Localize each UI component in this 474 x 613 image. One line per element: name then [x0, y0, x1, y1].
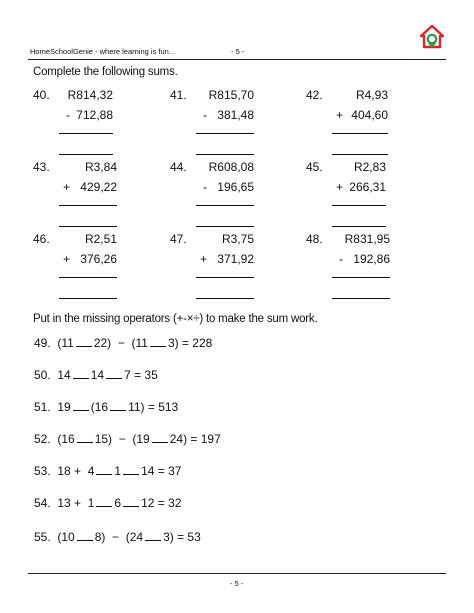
problem-number: 43.	[33, 160, 50, 174]
equation-part: 12 = 32	[141, 496, 182, 510]
answer-line	[332, 277, 390, 278]
answer-line	[196, 133, 254, 134]
operator-blank[interactable]	[96, 462, 112, 475]
sum-problem	[170, 232, 254, 312]
problem-number: 41.	[170, 88, 187, 102]
operator-sign: -	[339, 252, 343, 266]
equation-part: 3) = 53	[163, 530, 201, 544]
problem-number: 53.	[34, 464, 51, 478]
answer-line	[59, 277, 117, 278]
answer-line	[332, 205, 386, 206]
equation-row	[34, 334, 212, 350]
operator-blank[interactable]	[150, 334, 166, 347]
sum-problem	[33, 88, 113, 168]
answer-line	[59, 133, 113, 134]
problem-number: 45.	[306, 160, 323, 174]
operator-blank[interactable]	[73, 398, 89, 411]
problem-number: 47.	[170, 232, 187, 246]
header-site-text: HomeSchoolGenie - where learning is fun...	[30, 47, 176, 56]
problem-number: 46.	[33, 232, 50, 246]
top-operand: R2,51	[84, 232, 117, 246]
equation-part: 14	[57, 368, 71, 382]
equation-part: 7 = 35	[124, 368, 158, 382]
homeschoolgenie-logo-icon	[419, 24, 445, 50]
sum-problem	[306, 88, 388, 168]
equation-part: 24) = 197	[169, 432, 221, 446]
top-operand: R815,70	[208, 88, 254, 102]
bottom-operand: 266,31	[349, 180, 386, 194]
operator-sign: +	[63, 252, 71, 266]
answer-line	[332, 133, 388, 134]
answer-line	[332, 298, 390, 299]
operator-blank[interactable]	[77, 528, 93, 541]
problem-number: 55.	[34, 530, 51, 544]
bottom-operand: 712,88	[76, 108, 113, 122]
sum-problem	[306, 160, 386, 240]
bottom-operand: 429,22	[80, 180, 117, 194]
operator-blank[interactable]	[145, 528, 161, 541]
bottom-operand: 381,48	[217, 108, 254, 122]
answer-line	[332, 154, 388, 155]
equation-part: 18 + 4	[57, 464, 95, 478]
operator-blank[interactable]	[110, 398, 126, 411]
top-operand: R4,93	[355, 88, 388, 102]
problem-number: 51.	[34, 400, 51, 414]
footer-rule	[28, 573, 446, 574]
sum-problem	[170, 88, 254, 168]
bottom-operand: 192,86	[353, 252, 390, 266]
problem-number: 52.	[34, 432, 51, 446]
equation-row	[34, 528, 201, 544]
operator-sign: +	[336, 108, 344, 122]
sum-problem	[33, 160, 117, 240]
sum-problem	[306, 232, 390, 312]
top-operand: R831,95	[344, 232, 390, 246]
header-page-number: - 5 -	[231, 47, 245, 56]
operator-sign: +	[200, 252, 208, 266]
answer-line	[59, 154, 113, 155]
sum-problem	[170, 160, 254, 240]
problem-number: 44.	[170, 160, 187, 174]
bottom-operand: 196,65	[217, 180, 254, 194]
operator-blank[interactable]	[77, 430, 93, 443]
equation-row	[34, 462, 181, 478]
equation-part: (10	[57, 530, 75, 544]
operator-sign: -	[66, 108, 70, 122]
operator-blank[interactable]	[76, 334, 92, 347]
operator-blank[interactable]	[96, 494, 112, 507]
equation-part: 14	[90, 368, 105, 382]
section1-instruction: Complete the following sums.	[33, 66, 178, 78]
answer-line	[196, 226, 254, 227]
answer-line	[59, 226, 117, 227]
top-operand: R2,83	[353, 160, 386, 174]
answer-line	[196, 205, 254, 206]
equation-row	[34, 430, 221, 446]
equation-part: (16	[90, 400, 109, 414]
equation-part: 22) − (11	[93, 336, 148, 350]
operator-blank[interactable]	[106, 366, 122, 379]
answer-line	[196, 298, 254, 299]
top-operand: R3,84	[84, 160, 117, 174]
top-operand: R608,08	[208, 160, 254, 174]
equation-row	[34, 366, 158, 382]
problem-number: 48.	[306, 232, 323, 246]
problem-number: 50.	[34, 368, 51, 382]
equation-part: 19	[57, 400, 71, 414]
bottom-operand: 376,26	[80, 252, 117, 266]
operator-blank[interactable]	[73, 366, 89, 379]
equation-part: (16	[57, 432, 75, 446]
equation-part: 15) − (19	[94, 432, 150, 446]
equation-part: 13 + 1	[57, 496, 95, 510]
equation-row	[34, 398, 178, 414]
equation-part: 3) = 228	[167, 336, 213, 350]
top-operand: R3,75	[221, 232, 254, 246]
footer-page-number: - 5 -	[230, 579, 244, 588]
operator-blank[interactable]	[123, 494, 139, 507]
equation-row	[34, 494, 181, 510]
equation-part: 14 = 37	[141, 464, 182, 478]
equation-part: 1	[114, 464, 122, 478]
equation-part: 6	[114, 496, 122, 510]
problem-number: 42.	[306, 88, 323, 102]
bottom-operand: 371,92	[217, 252, 254, 266]
operator-blank[interactable]	[123, 462, 139, 475]
problem-number: 40.	[33, 88, 50, 102]
bottom-operand: 404,60	[351, 108, 388, 122]
answer-line	[196, 154, 254, 155]
problem-number: 49.	[34, 336, 51, 350]
header-rule	[28, 59, 446, 60]
equation-part: (11	[57, 336, 74, 350]
operator-sign: -	[203, 180, 207, 194]
answer-line	[59, 298, 117, 299]
operator-sign: +	[336, 180, 344, 194]
equation-part: 8) − (24	[94, 530, 144, 544]
operator-sign: -	[203, 108, 207, 122]
operator-sign: +	[63, 180, 71, 194]
problem-number: 54.	[34, 496, 51, 510]
answer-line	[59, 205, 117, 206]
equation-part: 11) = 513	[128, 400, 179, 414]
section2-instruction: Put in the missing operators (+-×÷) to make the sum work.	[33, 313, 318, 325]
top-operand: R814,32	[67, 88, 113, 102]
operator-blank[interactable]	[152, 430, 168, 443]
sum-problem	[33, 232, 117, 312]
answer-line	[196, 277, 254, 278]
answer-line	[332, 226, 386, 227]
